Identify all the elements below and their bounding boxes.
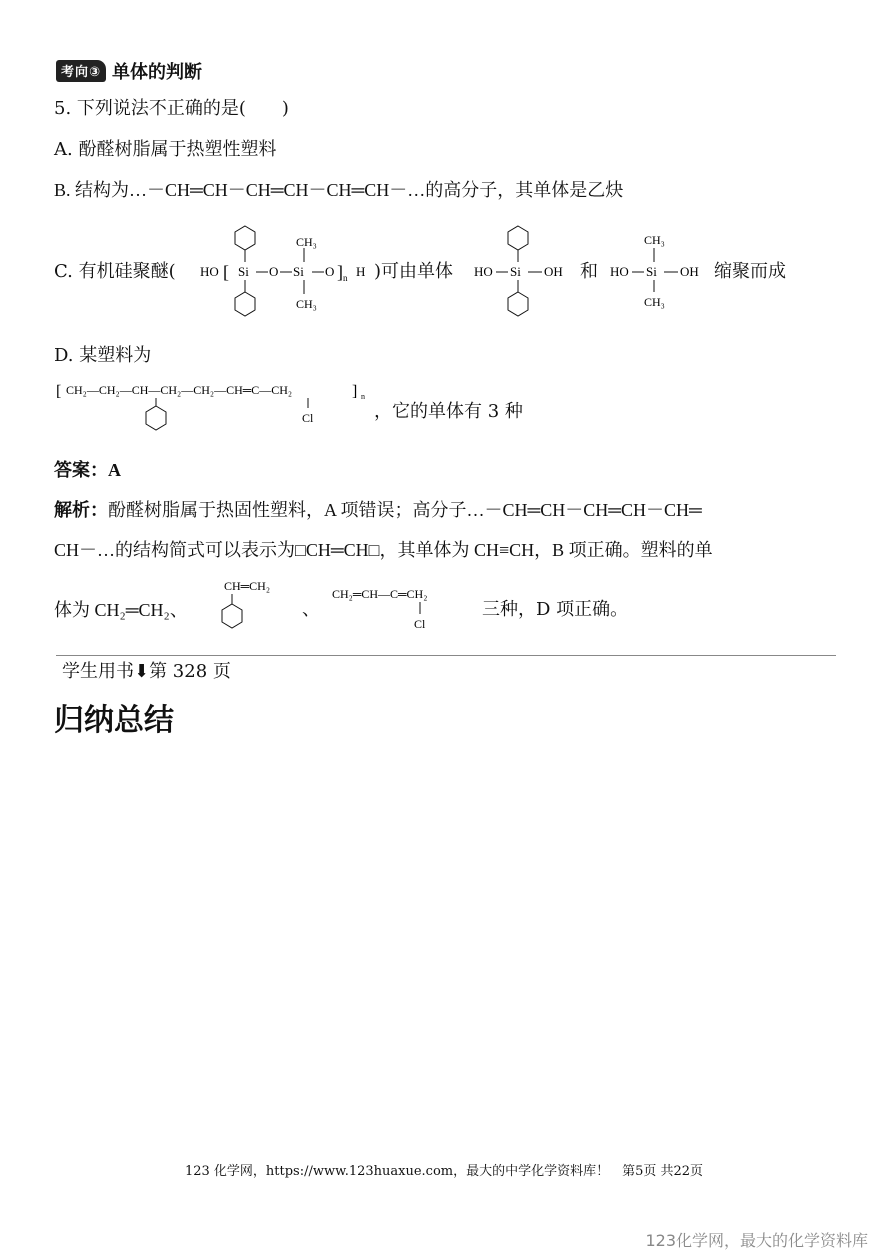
h-label: H <box>356 264 366 279</box>
svg-text:]: ] <box>352 383 358 400</box>
o-label: O <box>269 264 279 279</box>
styrene-structure <box>210 576 296 642</box>
page-reference: 学生用书⬇第 328 页 <box>62 661 231 682</box>
silicone-polyether-structure <box>196 218 374 330</box>
svg-text:O: O <box>325 264 335 279</box>
svg-text:Cl: Cl <box>302 411 314 425</box>
analysis-line-2: CH－…的结构简式可以表示为□CH═CH□，其单体为 CH≡CH，B 项正确。塑料的单 <box>54 540 713 560</box>
section-title: 单体的判断 <box>112 62 203 83</box>
polymer-d-structure <box>56 376 372 442</box>
svg-text:Si: Si <box>646 264 657 279</box>
answer-label: 答案： <box>54 460 108 481</box>
n-label: n <box>343 273 348 283</box>
option-b: B. 结构为…－CH═CH－CH═CH－CH═CH－…的高分子，其单体是乙炔 <box>54 180 624 200</box>
svg-text:CH₃: CH₃ <box>644 295 665 309</box>
analysis-line-3-sep: 、 <box>302 599 320 620</box>
question-stem: 5. 下列说法不正确的是( ) <box>54 98 289 119</box>
svg-text:[: [ <box>223 262 229 282</box>
section-divider <box>56 655 836 656</box>
page-footer: 123 化学网，https://www.123huaxue.com，最大的中学化学资料库！ 第5页 共22页 <box>184 1164 704 1179</box>
svg-text:OH: OH <box>544 264 563 279</box>
summary-heading: 归纳总结 <box>54 703 174 738</box>
si-label: Si <box>238 264 249 279</box>
watermark: 123化学网，最大的化学资料库 <box>645 1231 868 1250</box>
svg-text:CH₃: CH₃ <box>644 233 665 247</box>
dimethylsilanediol-structure <box>606 226 710 316</box>
chloroprene-structure <box>330 582 476 636</box>
svg-text:OH: OH <box>680 264 699 279</box>
svg-text:CH═CH₂: CH═CH₂ <box>224 579 271 593</box>
option-c-prefix: C. 有机硅聚醚( <box>54 261 176 282</box>
option-c-middle: )可由单体 <box>374 261 454 282</box>
diphenylsilanediol-structure <box>470 218 578 330</box>
ho-label: HO <box>200 264 219 279</box>
option-c-suffix: 缩聚而成 <box>714 261 786 282</box>
option-d-prefix: D. 某塑料为 <box>54 345 152 366</box>
section-badge: 考向③ <box>56 60 106 82</box>
svg-text:HO: HO <box>474 264 493 279</box>
svg-text:CH₂—CH₂—CH—CH₂—CH₂—CH═C—CH₂: CH₂—CH₂—CH—CH₂—CH₂—CH═C—CH₂ <box>66 383 293 397</box>
svg-text:[: [ <box>56 383 62 400</box>
analysis-line-3-suffix: 三种，D 项正确。 <box>482 599 629 620</box>
svg-text:Cl: Cl <box>414 617 426 631</box>
svg-text:CH₃: CH₃ <box>296 297 317 311</box>
svg-text:HO: HO <box>610 264 629 279</box>
option-c-and: 和 <box>580 261 598 282</box>
answer-value: A <box>108 460 121 480</box>
svg-text:]: ] <box>337 262 343 282</box>
section-heading <box>56 58 202 84</box>
svg-text:CH₂═CH—C═CH₂: CH₂═CH—C═CH₂ <box>332 587 428 601</box>
option-a: A. 酚醛树脂属于热塑性塑料 <box>54 139 277 160</box>
svg-text:n: n <box>361 392 365 401</box>
option-d-suffix: ，它的单体有 3 种 <box>374 401 523 422</box>
analysis-line-1: 解析：酚醛树脂属于热固性塑料，A 项错误；高分子…－CH═CH－CH═CH－CH═ <box>54 500 702 521</box>
ch3-label: CH₃ <box>296 235 317 249</box>
answer-line <box>54 458 121 483</box>
svg-text:Si: Si <box>293 264 304 279</box>
analysis-line-3-prefix: 体为 CH₂═CH₂、 <box>54 600 188 620</box>
analysis-label: 解析： <box>54 500 108 521</box>
svg-text:Si: Si <box>510 264 521 279</box>
